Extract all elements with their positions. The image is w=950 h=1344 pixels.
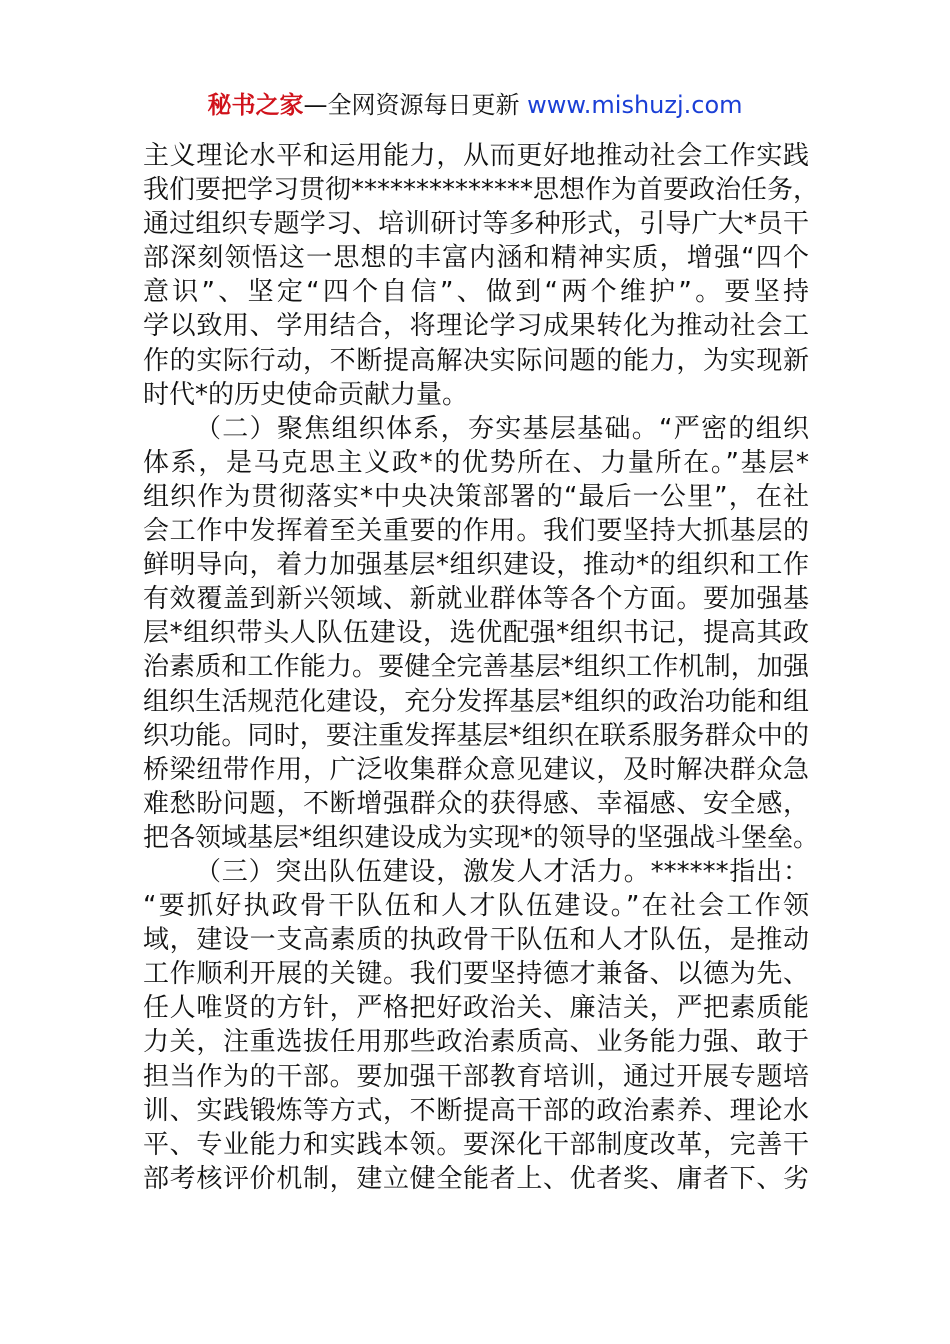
text-line: 难愁盼问题，不断增强群众的获得感、幸福感、安全感，	[143, 788, 809, 819]
brand-name: 秘书之家	[207, 91, 304, 119]
text-line: 意识”、坚定“四个自信”、做到“两个维护”。要坚持	[143, 277, 809, 308]
text-line: 域，建设一支高素质的执政骨干队伍和人才队伍，是推动	[143, 925, 809, 956]
text-line: （三）突出队伍建设，激发人才活力。******指出：	[195, 856, 809, 887]
text-line: 工作顺利开展的关键。我们要坚持德才兼备、以德为先、	[143, 959, 809, 990]
document-body	[143, 139, 820, 1196]
text-line: 担当作为的干部。要加强干部教育培训，通过开展专题培	[143, 1061, 809, 1092]
text-line: 桥梁纽带作用，广泛收集群众意见建议，及时解决群众急	[143, 754, 809, 785]
text-line: 部深刻领悟这一思想的丰富内涵和精神实质，增强“四个	[143, 243, 809, 274]
text-line: 时代*的历史使命贡献力量。	[143, 379, 469, 410]
text-line: 学以致用、学用结合，将理论学习成果转化为推动社会工	[143, 311, 809, 342]
text-line: 体系，是马克思主义政*的优势所在、力量所在。”基层*	[143, 447, 809, 478]
site-url-link[interactable]: www.mishuzj.com	[527, 91, 743, 119]
text-line: 平、专业能力和实践本领。要深化干部制度改革，完善干	[143, 1129, 809, 1160]
header-tagline: —全网资源每日更新	[303, 91, 520, 119]
text-line: 我们要把学习贯彻**************思想作为首要政治任务，	[143, 175, 820, 206]
text-line: 会工作中发挥着至关重要的作用。我们要坚持大抓基层的	[143, 516, 809, 547]
text-line: 织功能。同时，要注重发挥基层*组织在联系服务群众中的	[143, 720, 809, 751]
text-line: 组织生活规范化建设，充分发挥基层*组织的政治功能和组	[143, 686, 809, 717]
text-line: 任人唯贤的方针，严格把好政治关、廉洁关，严把素质能	[143, 993, 809, 1024]
text-line: （二）聚焦组织体系，夯实基层基础。“严密的组织	[195, 413, 809, 444]
text-line: 把各领域基层*组织建设成为实现*的领导的坚强战斗堡垒。	[143, 822, 820, 853]
text-line: “要抓好执政骨干队伍和人才队伍建设。”在社会工作领	[143, 891, 809, 922]
text-line: 治素质和工作能力。要健全完善基层*组织工作机制，加强	[143, 652, 809, 683]
text-line: 部考核评价机制，建立健全能者上、优者奖、庸者下、劣	[143, 1163, 809, 1194]
text-line: 训、实践锻炼等方式，不断提高干部的政治素养、理论水	[143, 1095, 809, 1126]
text-line: 层*组织带头人队伍建设，选优配强*组织书记，提高其政	[143, 618, 809, 649]
text-line: 鲜明导向，着力加强基层*组织建设，推动*的组织和工作	[143, 550, 809, 581]
text-line: 作的实际行动，不断提高解决实际问题的能力，为实现新	[143, 345, 809, 376]
text-line: 力关，注重选拔任用那些政治素质高、业务能力强、敢于	[143, 1027, 809, 1058]
text-line: 主义理论水平和运用能力，从而更好地推动社会工作实践	[143, 141, 809, 171]
text-line: 组织作为贯彻落实*中央决策部署的“最后一公里”，在社	[143, 481, 809, 512]
text-line: 有效覆盖到新兴领域、新就业群体等各个方面。要加强基	[143, 584, 809, 615]
text-line: 通过组织专题学习、培训研讨等多种形式，引导广大*员干	[143, 209, 809, 240]
page-header	[0, 88, 950, 122]
